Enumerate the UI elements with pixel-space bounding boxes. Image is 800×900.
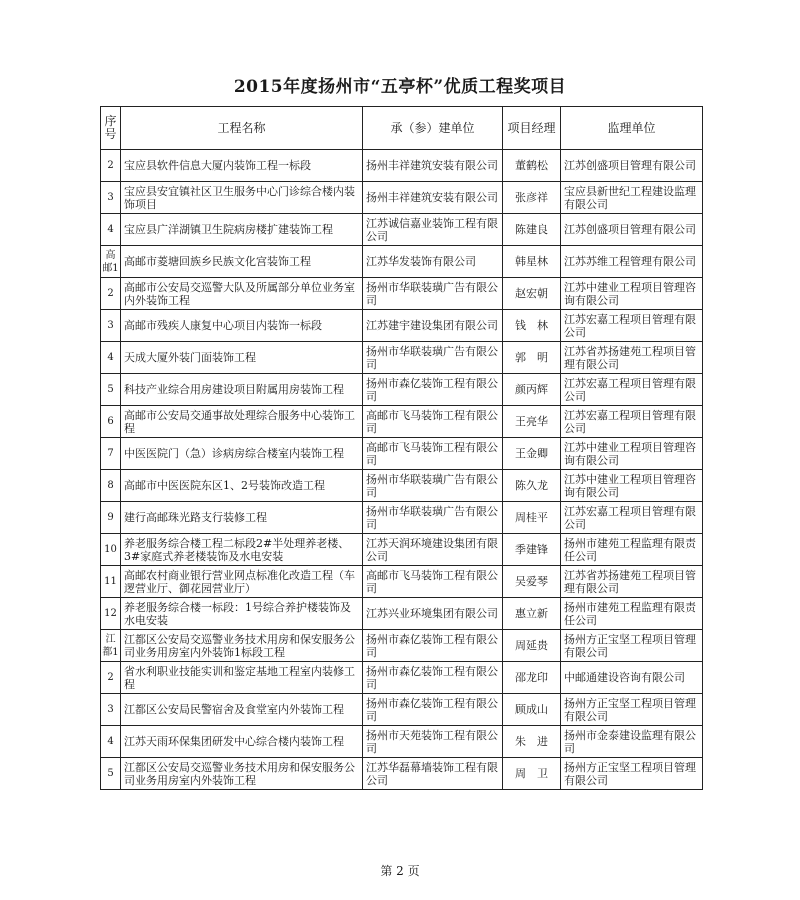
cell-project-name: 宝应县软件信息大厦内装饰工程一标段 bbox=[121, 150, 363, 182]
table-row bbox=[101, 470, 703, 502]
cell-project-manager: 钱 林 bbox=[503, 310, 561, 342]
cell-builder: 扬州市森亿装饰工程有限公司 bbox=[363, 374, 503, 406]
cell-project-manager: 惠立新 bbox=[503, 598, 561, 630]
cell-builder: 高邮市飞马装饰工程有限公司 bbox=[363, 438, 503, 470]
cell-builder: 扬州市华联装璜广告有限公司 bbox=[363, 470, 503, 502]
cell-builder: 扬州市森亿装饰工程有限公司 bbox=[363, 662, 503, 694]
header-supervisor: 监理单位 bbox=[561, 107, 703, 150]
cell-builder: 江苏兴业环境集团有限公司 bbox=[363, 598, 503, 630]
table-row bbox=[101, 694, 703, 726]
table-row bbox=[101, 310, 703, 342]
cell-seq: 7 bbox=[101, 438, 121, 470]
cell-seq: 3 bbox=[101, 310, 121, 342]
table-header-row bbox=[101, 107, 703, 150]
awards-table bbox=[100, 106, 703, 790]
table-row bbox=[101, 182, 703, 214]
cell-supervisor: 扬州市建苑工程监理有限责任公司 bbox=[561, 534, 703, 566]
table-row bbox=[101, 374, 703, 406]
cell-seq: 3 bbox=[101, 182, 121, 214]
cell-project-manager: 赵宏朝 bbox=[503, 278, 561, 310]
cell-project-manager: 周 卫 bbox=[503, 758, 561, 790]
cell-builder: 江苏诚信嘉业装饰工程有限公司 bbox=[363, 214, 503, 246]
cell-project-name: 江都区公安局交巡警业务技术用房和保安服务公司业务用房室内外装饰工程 bbox=[121, 758, 363, 790]
cell-project-name: 宝应县安宜镇社区卫生服务中心门诊综合楼内装饰项目 bbox=[121, 182, 363, 214]
cell-project-name: 高邮农村商业银行营业网点标准化改造工程（车逻营业厅、御花园营业厅） bbox=[121, 566, 363, 598]
cell-project-name: 天成大厦外装门面装饰工程 bbox=[121, 342, 363, 374]
cell-supervisor: 江苏中建业工程项目管理咨询有限公司 bbox=[561, 470, 703, 502]
cell-seq: 2 bbox=[101, 150, 121, 182]
cell-supervisor: 江苏宏嘉工程项目管理有限公司 bbox=[561, 310, 703, 342]
cell-seq: 2 bbox=[101, 278, 121, 310]
cell-builder: 扬州市华联装璜广告有限公司 bbox=[363, 278, 503, 310]
cell-builder: 江苏建宇建设集团有限公司 bbox=[363, 310, 503, 342]
cell-project-name: 省水利职业技能实训和鉴定基地工程室内装修工程 bbox=[121, 662, 363, 694]
table-row bbox=[101, 406, 703, 438]
cell-project-manager: 陈久龙 bbox=[503, 470, 561, 502]
table-row bbox=[101, 630, 703, 662]
cell-project-name: 江都区公安局民警宿舍及食堂室内外装饰工程 bbox=[121, 694, 363, 726]
cell-project-manager: 顾成山 bbox=[503, 694, 561, 726]
cell-seq: 5 bbox=[101, 758, 121, 790]
cell-supervisor: 江苏中建业工程项目管理咨询有限公司 bbox=[561, 438, 703, 470]
header-project-name: 工程名称 bbox=[121, 107, 363, 150]
cell-project-name: 高邮市菱塘回族乡民族文化宫装饰工程 bbox=[121, 246, 363, 278]
cell-project-name: 江都区公安局交巡警业务技术用房和保安服务公司业务用房室内外装饰1标段工程 bbox=[121, 630, 363, 662]
cell-supervisor: 扬州方正宝坚工程项目管理有限公司 bbox=[561, 694, 703, 726]
cell-supervisor: 江苏创盛项目管理有限公司 bbox=[561, 214, 703, 246]
cell-builder: 扬州市森亿装饰工程有限公司 bbox=[363, 630, 503, 662]
cell-project-manager: 王亮华 bbox=[503, 406, 561, 438]
table-row bbox=[101, 502, 703, 534]
cell-supervisor: 江苏宏嘉工程项目管理有限公司 bbox=[561, 406, 703, 438]
cell-project-manager: 周延贵 bbox=[503, 630, 561, 662]
table-row bbox=[101, 566, 703, 598]
cell-project-manager: 董鹤松 bbox=[503, 150, 561, 182]
cell-project-name: 科技产业综合用房建设项目附属用房装饰工程 bbox=[121, 374, 363, 406]
header-project-manager: 项目经理 bbox=[503, 107, 561, 150]
table-row bbox=[101, 342, 703, 374]
cell-project-manager: 韩星林 bbox=[503, 246, 561, 278]
cell-supervisor: 扬州方正宝坚工程项目管理有限公司 bbox=[561, 630, 703, 662]
cell-project-manager: 郭 明 bbox=[503, 342, 561, 374]
table-row bbox=[101, 438, 703, 470]
cell-project-name: 高邮市残疾人康复中心项目内装饰一标段 bbox=[121, 310, 363, 342]
cell-project-name: 养老服务综合楼一标段：1号综合养护楼装饰及水电安装 bbox=[121, 598, 363, 630]
cell-builder: 扬州丰祥建筑安装有限公司 bbox=[363, 150, 503, 182]
cell-seq: 4 bbox=[101, 214, 121, 246]
cell-project-manager: 周桂平 bbox=[503, 502, 561, 534]
cell-builder: 江苏华磊幕墙装饰工程有限公司 bbox=[363, 758, 503, 790]
cell-seq: 江都1 bbox=[101, 630, 121, 662]
cell-project-name: 江苏天雨环保集团研发中心综合楼内装饰工程 bbox=[121, 726, 363, 758]
cell-seq: 2 bbox=[101, 662, 121, 694]
cell-project-name: 高邮市公安局交巡警大队及所属部分单位业务室内外装饰工程 bbox=[121, 278, 363, 310]
cell-supervisor: 宝应县新世纪工程建设监理有限公司 bbox=[561, 182, 703, 214]
cell-supervisor: 江苏创盛项目管理有限公司 bbox=[561, 150, 703, 182]
cell-builder: 扬州市华联装璜广告有限公司 bbox=[363, 342, 503, 374]
cell-project-manager: 颜丙辉 bbox=[503, 374, 561, 406]
table-row bbox=[101, 246, 703, 278]
cell-supervisor: 扬州方正宝坚工程项目管理有限公司 bbox=[561, 758, 703, 790]
cell-seq: 6 bbox=[101, 406, 121, 438]
cell-builder: 高邮市飞马装饰工程有限公司 bbox=[363, 566, 503, 598]
cell-project-manager: 朱 进 bbox=[503, 726, 561, 758]
cell-supervisor: 江苏宏嘉工程项目管理有限公司 bbox=[561, 502, 703, 534]
cell-builder: 扬州市华联装璜广告有限公司 bbox=[363, 502, 503, 534]
cell-project-manager: 邵龙印 bbox=[503, 662, 561, 694]
header-seq: 序号 bbox=[101, 107, 121, 150]
cell-seq: 3 bbox=[101, 694, 121, 726]
table-row bbox=[101, 150, 703, 182]
cell-supervisor: 扬州市金泰建设监理有限公司 bbox=[561, 726, 703, 758]
cell-builder: 江苏天润环境建设集团有限公司 bbox=[363, 534, 503, 566]
cell-project-manager: 陈建良 bbox=[503, 214, 561, 246]
page-title: 2015年度扬州市“五亭杯”优质工程奖项目 bbox=[233, 77, 567, 97]
cell-supervisor: 中邮通建设咨询有限公司 bbox=[561, 662, 703, 694]
header-builder: 承（参）建单位 bbox=[363, 107, 503, 150]
cell-builder: 高邮市飞马装饰工程有限公司 bbox=[363, 406, 503, 438]
table-row bbox=[101, 278, 703, 310]
cell-supervisor: 江苏中建业工程项目管理咨询有限公司 bbox=[561, 278, 703, 310]
cell-project-manager: 张彦祥 bbox=[503, 182, 561, 214]
cell-seq: 4 bbox=[101, 342, 121, 374]
page-number: 第 2 页 bbox=[380, 864, 420, 878]
cell-project-name: 高邮市中医医院东区1、2号装饰改造工程 bbox=[121, 470, 363, 502]
cell-builder: 扬州市天苑装饰工程有限公司 bbox=[363, 726, 503, 758]
cell-project-name: 建行高邮珠光路支行装修工程 bbox=[121, 502, 363, 534]
cell-seq: 12 bbox=[101, 598, 121, 630]
table-row bbox=[101, 726, 703, 758]
table-row bbox=[101, 534, 703, 566]
cell-project-manager: 吴爱琴 bbox=[503, 566, 561, 598]
cell-project-name: 高邮市公安局交通事故处理综合服务中心装饰工程 bbox=[121, 406, 363, 438]
cell-seq: 高邮1 bbox=[101, 246, 121, 278]
cell-project-name: 宝应县广洋湖镇卫生院病房楼扩建装饰工程 bbox=[121, 214, 363, 246]
cell-seq: 8 bbox=[101, 470, 121, 502]
cell-supervisor: 江苏宏嘉工程项目管理有限公司 bbox=[561, 374, 703, 406]
cell-project-name: 养老服务综合楼工程二标段2#半处理养老楼、3#家庭式养老楼装饰及水电安装 bbox=[121, 534, 363, 566]
cell-builder: 江苏华发装饰有限公司 bbox=[363, 246, 503, 278]
table-row bbox=[101, 598, 703, 630]
cell-project-manager: 季建锋 bbox=[503, 534, 561, 566]
table-row bbox=[101, 758, 703, 790]
cell-supervisor: 江苏省苏扬建苑工程项目管理有限公司 bbox=[561, 342, 703, 374]
cell-supervisor: 江苏苏维工程管理有限公司 bbox=[561, 246, 703, 278]
cell-supervisor: 扬州市建苑工程监理有限责任公司 bbox=[561, 598, 703, 630]
cell-seq: 11 bbox=[101, 566, 121, 598]
cell-builder: 扬州市森亿装饰工程有限公司 bbox=[363, 694, 503, 726]
cell-project-manager: 王金卿 bbox=[503, 438, 561, 470]
cell-seq: 5 bbox=[101, 374, 121, 406]
cell-supervisor: 江苏省苏扬建苑工程项目管理有限公司 bbox=[561, 566, 703, 598]
cell-seq: 4 bbox=[101, 726, 121, 758]
table-row bbox=[101, 214, 703, 246]
cell-builder: 扬州丰祥建筑安装有限公司 bbox=[363, 182, 503, 214]
cell-project-name: 中医医院门（急）诊病房综合楼室内装饰工程 bbox=[121, 438, 363, 470]
cell-seq: 9 bbox=[101, 502, 121, 534]
table-row bbox=[101, 662, 703, 694]
cell-seq: 10 bbox=[101, 534, 121, 566]
